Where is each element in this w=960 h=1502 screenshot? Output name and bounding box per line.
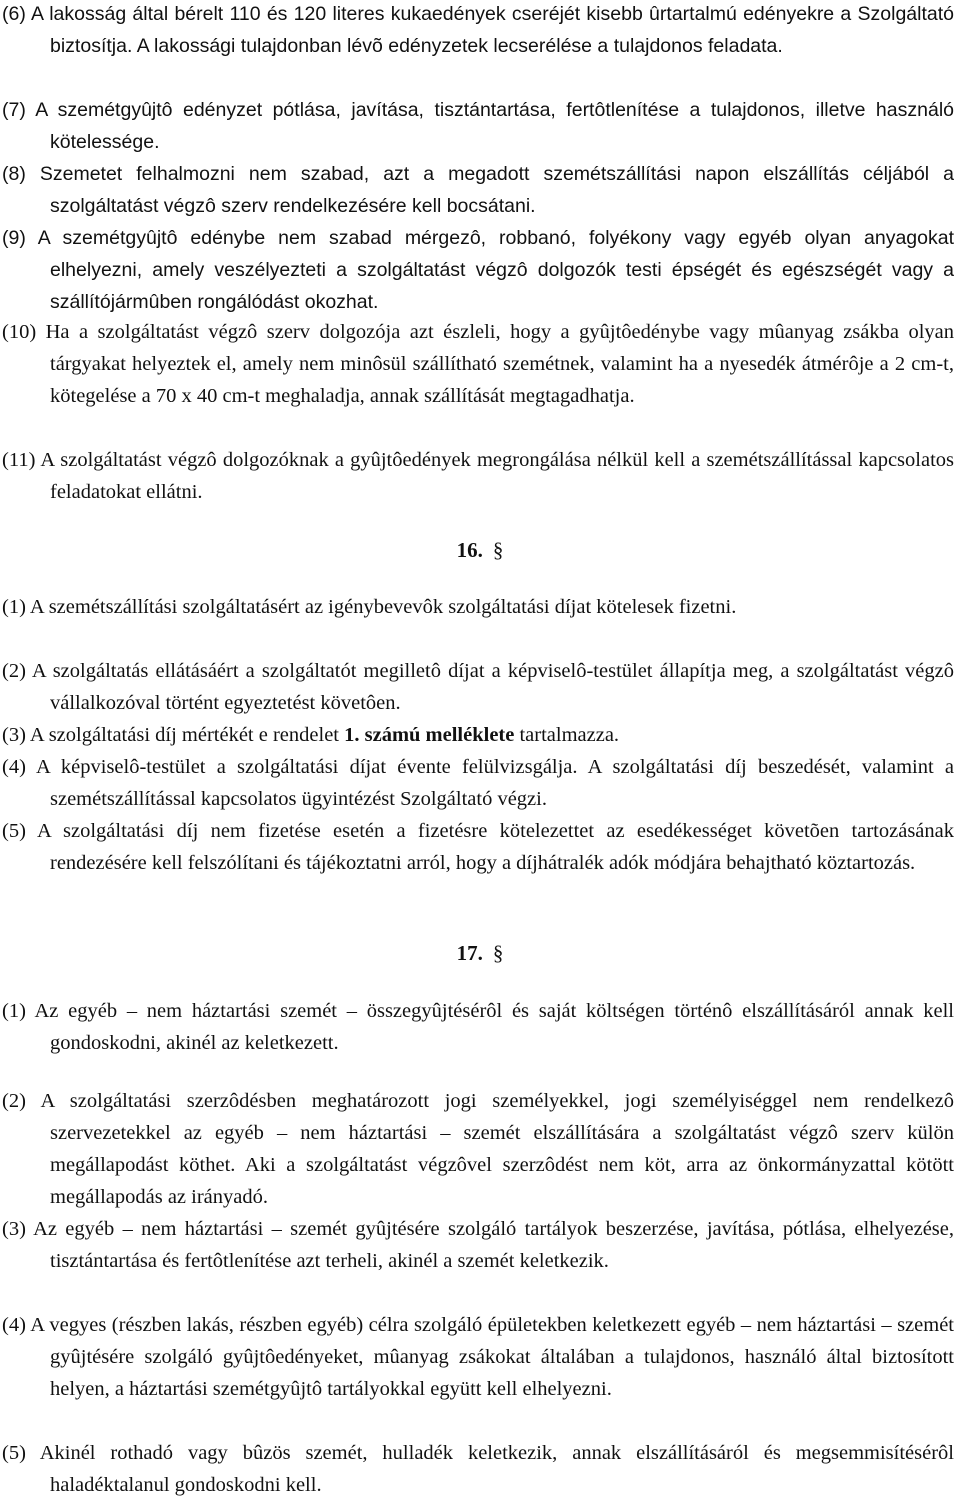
paragraph-17-1: (1) Az egyéb – nem háztartási szemét – összegyûjtésérôl és saját költségen történô elszállításáról annak kell gondoskodni, akinél az keletkezett.	[2, 1000, 954, 1054]
paragraph-16-3	[2, 719, 954, 751]
paragraph-16-4: (4) A képviselô-testület a szolgáltatási díjat évente felülvizsgálja. A szolgáltatási díj beszedését, valamint a szemétszállítással kapcsolatos ügyintézést Szolgáltató végzi.	[2, 756, 954, 810]
section-heading-17	[0, 938, 960, 968]
section-symbol: §	[492, 538, 504, 562]
paragraph-15-11: (11) A szolgáltatást végzô dolgozóknak a gyûjtôedények megrongálása nélkül kell a szemétszállítással kapcsolatos feladatokat ellátni.	[2, 449, 954, 503]
paragraph-15-6: (6) A lakosság által bérelt 110 és 120 literes kukaedények cseréjét kisebb ûrtartalmú edényekre a Szolgáltató biztosítja. A lakossági tulajdonban lévõ edényzetek lecserélése a tulajdonos feladata.	[2, 3, 954, 57]
paragraph-16-3-text: (3) A szolgáltatási díj mértékét e rendelet	[2, 724, 345, 746]
section-number: 16.	[456, 538, 483, 562]
paragraph-15-8: (8) Szemetet felhalmozni nem szabad, azt a megadott szemétszállítási napon elszállítás céljából a szolgáltatást végzô szerv rendelkezésére kell bocsátani.	[2, 163, 954, 217]
section-symbol: §	[492, 941, 504, 965]
paragraph-17-2: (2) A szolgáltatási szerzôdésben meghatározott jogi személyekkel, jogi személyiséggel nem rendelkezô szervezetekkel az egyéb – nem háztartási – szemét elszállítására a szolgáltatást végzô szerv külön megállapodást köthet. Aki a szolgáltatást végzôvel szerzôdést nem köt, arra az önkormányzattal kötött megállapodás az irányadó.	[2, 1090, 954, 1208]
paragraph-16-3-end: tartalmazza.	[514, 724, 620, 746]
paragraph-15-9: (9) A szemétgyûjtô edénybe nem szabad mérgezô, robbanó, folyékony vagy egyéb olyan anyagokat elhelyezni, amely veszélyezteti a szolgáltatást végzô dolgozók testi épségét és egészségét vagy a szállítójármûben rongálódást okozhat.	[2, 227, 954, 313]
paragraph-15-10: (10) Ha a szolgáltatást végzô szerv dolgozója azt észleli, hogy a gyûjtôedénybe vagy mûanyag zsákba olyan tárgyakat helyeztek el, amely nem minôsül szállítható szemétnek, valamint ha a nyesedék átmérôje a 2 cm-t, kötegelése a 70 x 40 cm-t meghaladja, annak szállítását megtagadhatja.	[2, 321, 954, 407]
paragraph-16-5: (5) A szolgáltatási díj nem fizetése esetén a fizetésre kötelezettet az esedékességet követõen tartozásának rendezésére kell felszólítani és tájékoztatni arról, hogy a díjhátralék adók módjára behajtható köztartozás.	[2, 820, 954, 874]
paragraph-16-1: (1) A szemétszállítási szolgáltatásért az igénybevevôk szolgáltatási díjat kötelesek fizetni.	[2, 596, 737, 618]
paragraph-16-2: (2) A szolgáltatás ellátásáért a szolgáltatót megilletô díjat a képviselô-testület állapítja meg, a szolgáltatást végzô vállalkozóval történt egyeztetést követôen.	[2, 660, 954, 714]
paragraph-17-5: (5) Akinél rothadó vagy bûzös szemét, hulladék keletkezik, annak elszállításáról és megsemmisítésérôl haladéktalanul gondoskodni kell.	[2, 1442, 954, 1496]
paragraph-17-4: (4) A vegyes (részben lakás, részben egyéb) célra szolgáló épületekben keletkezett egyéb – nem háztartási – szemét gyûjtésére szolgáló gyûjtôedényeket, mûanyag zsákokat általában a tulajdonos, használó által biztosított helyen, a háztartási szemétgyûjtô tartályokkal együtt kell elhelyezni.	[2, 1314, 954, 1400]
annex-reference: 1. számú melléklete	[344, 724, 515, 746]
paragraph-15-7: (7) A szemétgyûjtô edényzet pótlása, javítása, tisztántartása, fertôtlenítése a tulajdonos, illetve használó kötelessége.	[2, 99, 954, 153]
section-number: 17.	[456, 941, 483, 965]
paragraph-17-3: (3) Az egyéb – nem háztartási – szemét gyûjtésére szolgáló tartályok beszerzése, javítása, pótlása, elhelyezése, tisztántartása és fertôtlenítése azt terheli, akinél a szemét keletkezik.	[2, 1218, 954, 1272]
section-heading-16	[0, 535, 960, 565]
